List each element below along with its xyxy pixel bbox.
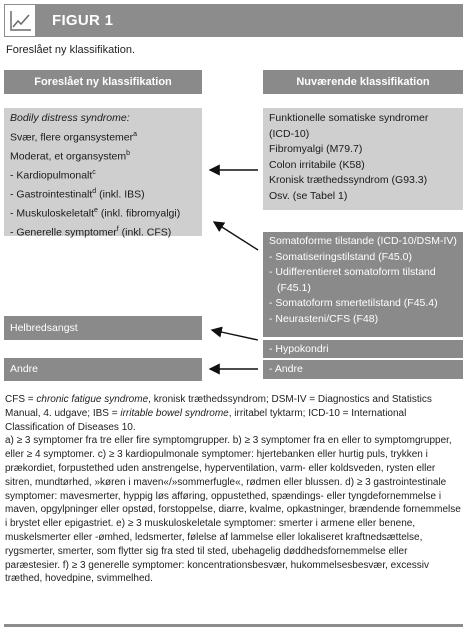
abbreviations-note: CFS = chronic fatigue syndrome, kronisk træthedssyndrom; DSM-IV = Diagnostics and Statistics Manual, 4. udgave; IBS = irritable bowel syndrome, irritabel tyktarm; ICD-10 = International Classification of Diseases 10. [5,394,432,433]
footnote-marker: f [116,225,119,233]
footnote-marker: a [133,130,138,138]
functional-line: Colon irritabile (K58) [269,158,365,171]
functional-line: Funktionelle somatiske syndromer [269,112,429,124]
right-column-header: Nuværende klassifikation [263,70,463,94]
footnote-marker: c [92,168,96,176]
functional-line: Fibromyalgi (M79.7) [269,143,363,155]
hypokondri-bar: - Hypokondri [263,340,463,358]
functional-line: (ICD-10) [269,127,310,140]
figure-label: FIGUR 1 [52,12,114,29]
functional-line: Osv. (se Tabel 1) [269,189,348,202]
helbredsangst-bar: Helbredsangst [4,316,202,340]
somatoform-line: - Udifferentieret somatoform tilstand [269,266,436,278]
footnote-marker: d [92,187,97,195]
somatoform-line: - Neurasteni/CFS (F48) [269,312,379,325]
arrow-somatoform-to-bds [214,222,258,250]
bds-line: - Generelle symptomer$^f$ (inkl. CFS) [10,225,172,238]
bds-line: Bodily distress syndrome: [10,112,130,124]
abbr-term: irritable bowel syndrome [120,407,229,419]
somatoform-line: (F45.1) [277,281,311,294]
figure-notes [5,393,461,586]
somatoform-line: Somatoforme tilstande (ICD-10/DSM-IV) [269,235,457,247]
somatoform-line: - Somatoform smertetilstand (F45.4) [269,297,438,309]
bds-line: - Gastrointestinalt$^d$ (inkl. IBS) [10,187,145,200]
functional-line: Kronisk træthedssyndrom (G93.3) [269,174,428,186]
bds-line: Svær, flere organsystemer$^a$ [10,130,138,143]
left-andre-bar: Andre [4,358,202,381]
arrow-hypokondri-to-helbredsangst [212,330,258,340]
right-andre-bar: - Andre [263,360,463,379]
figure-caption: Foreslået ny klassifikation. [6,44,135,56]
footnote-marker: b [126,149,131,157]
bottom-rule [4,624,463,627]
bds-line: - Kardiopulmonalt$^c$ [10,168,96,181]
bds-line: Moderat, et organsystem$^b$ [10,149,131,162]
bds-line: - Muskuloskeletalt$^e$ (inkl. fibromyalgi) [10,206,181,219]
footnotes-text: a) ≥ 3 symptomer fra tre eller fire symptomgrupper. b) ≥ 3 symptomer fra en eller to symptomgrupper, eller ≥ 4 symptomer. c) ≥ 3 kardiopulmonale symptomer: hjertebanken eller hurtig puls, trykken i prækordiet, forpustethed uden anstrengelse, hyperventilation, varm- eller koldsveden, rysten eller sitren, mundtørhed, »køren i maven«/»sommerfugle«, rødmen eller blussen. d) ≥ 3 gastrointestinale symptomer: mavesmerter, hyppig løs afføring, oppustethed, spændings- eller tyngdefornemmelse i maven, opgylpninger eller opstød, forstoppelse, diarre, kvalme, opkastninger, brændende fornemmelse i brystet eller epigastriet. e) ≥ 3 muskuloskeletale symptomer: smerter i armene eller benene, muskelsmerter eller -ømhed, ledsmerter, følelse af lammelse eller lokaliseret kraftnedsættelse, rygsmerter, smerter, som flytter sig fra sted til sted, ubehagelig døddhedsfornemmelse eller paræstesier. f) ≥ 3 generelle symptomer: koncentrationsbesvær, hukommelsesbesvær, excessiv træthed, hovedpine, svimmelhed. [5,435,461,585]
somatoform-line: - Somatiseringstilstand (F45.0) [269,250,412,263]
footnote-marker: e [94,206,98,214]
abbr-term: chronic fatigue syndrome [36,394,149,405]
left-column-header: Foreslået ny klassifikation [4,70,202,94]
